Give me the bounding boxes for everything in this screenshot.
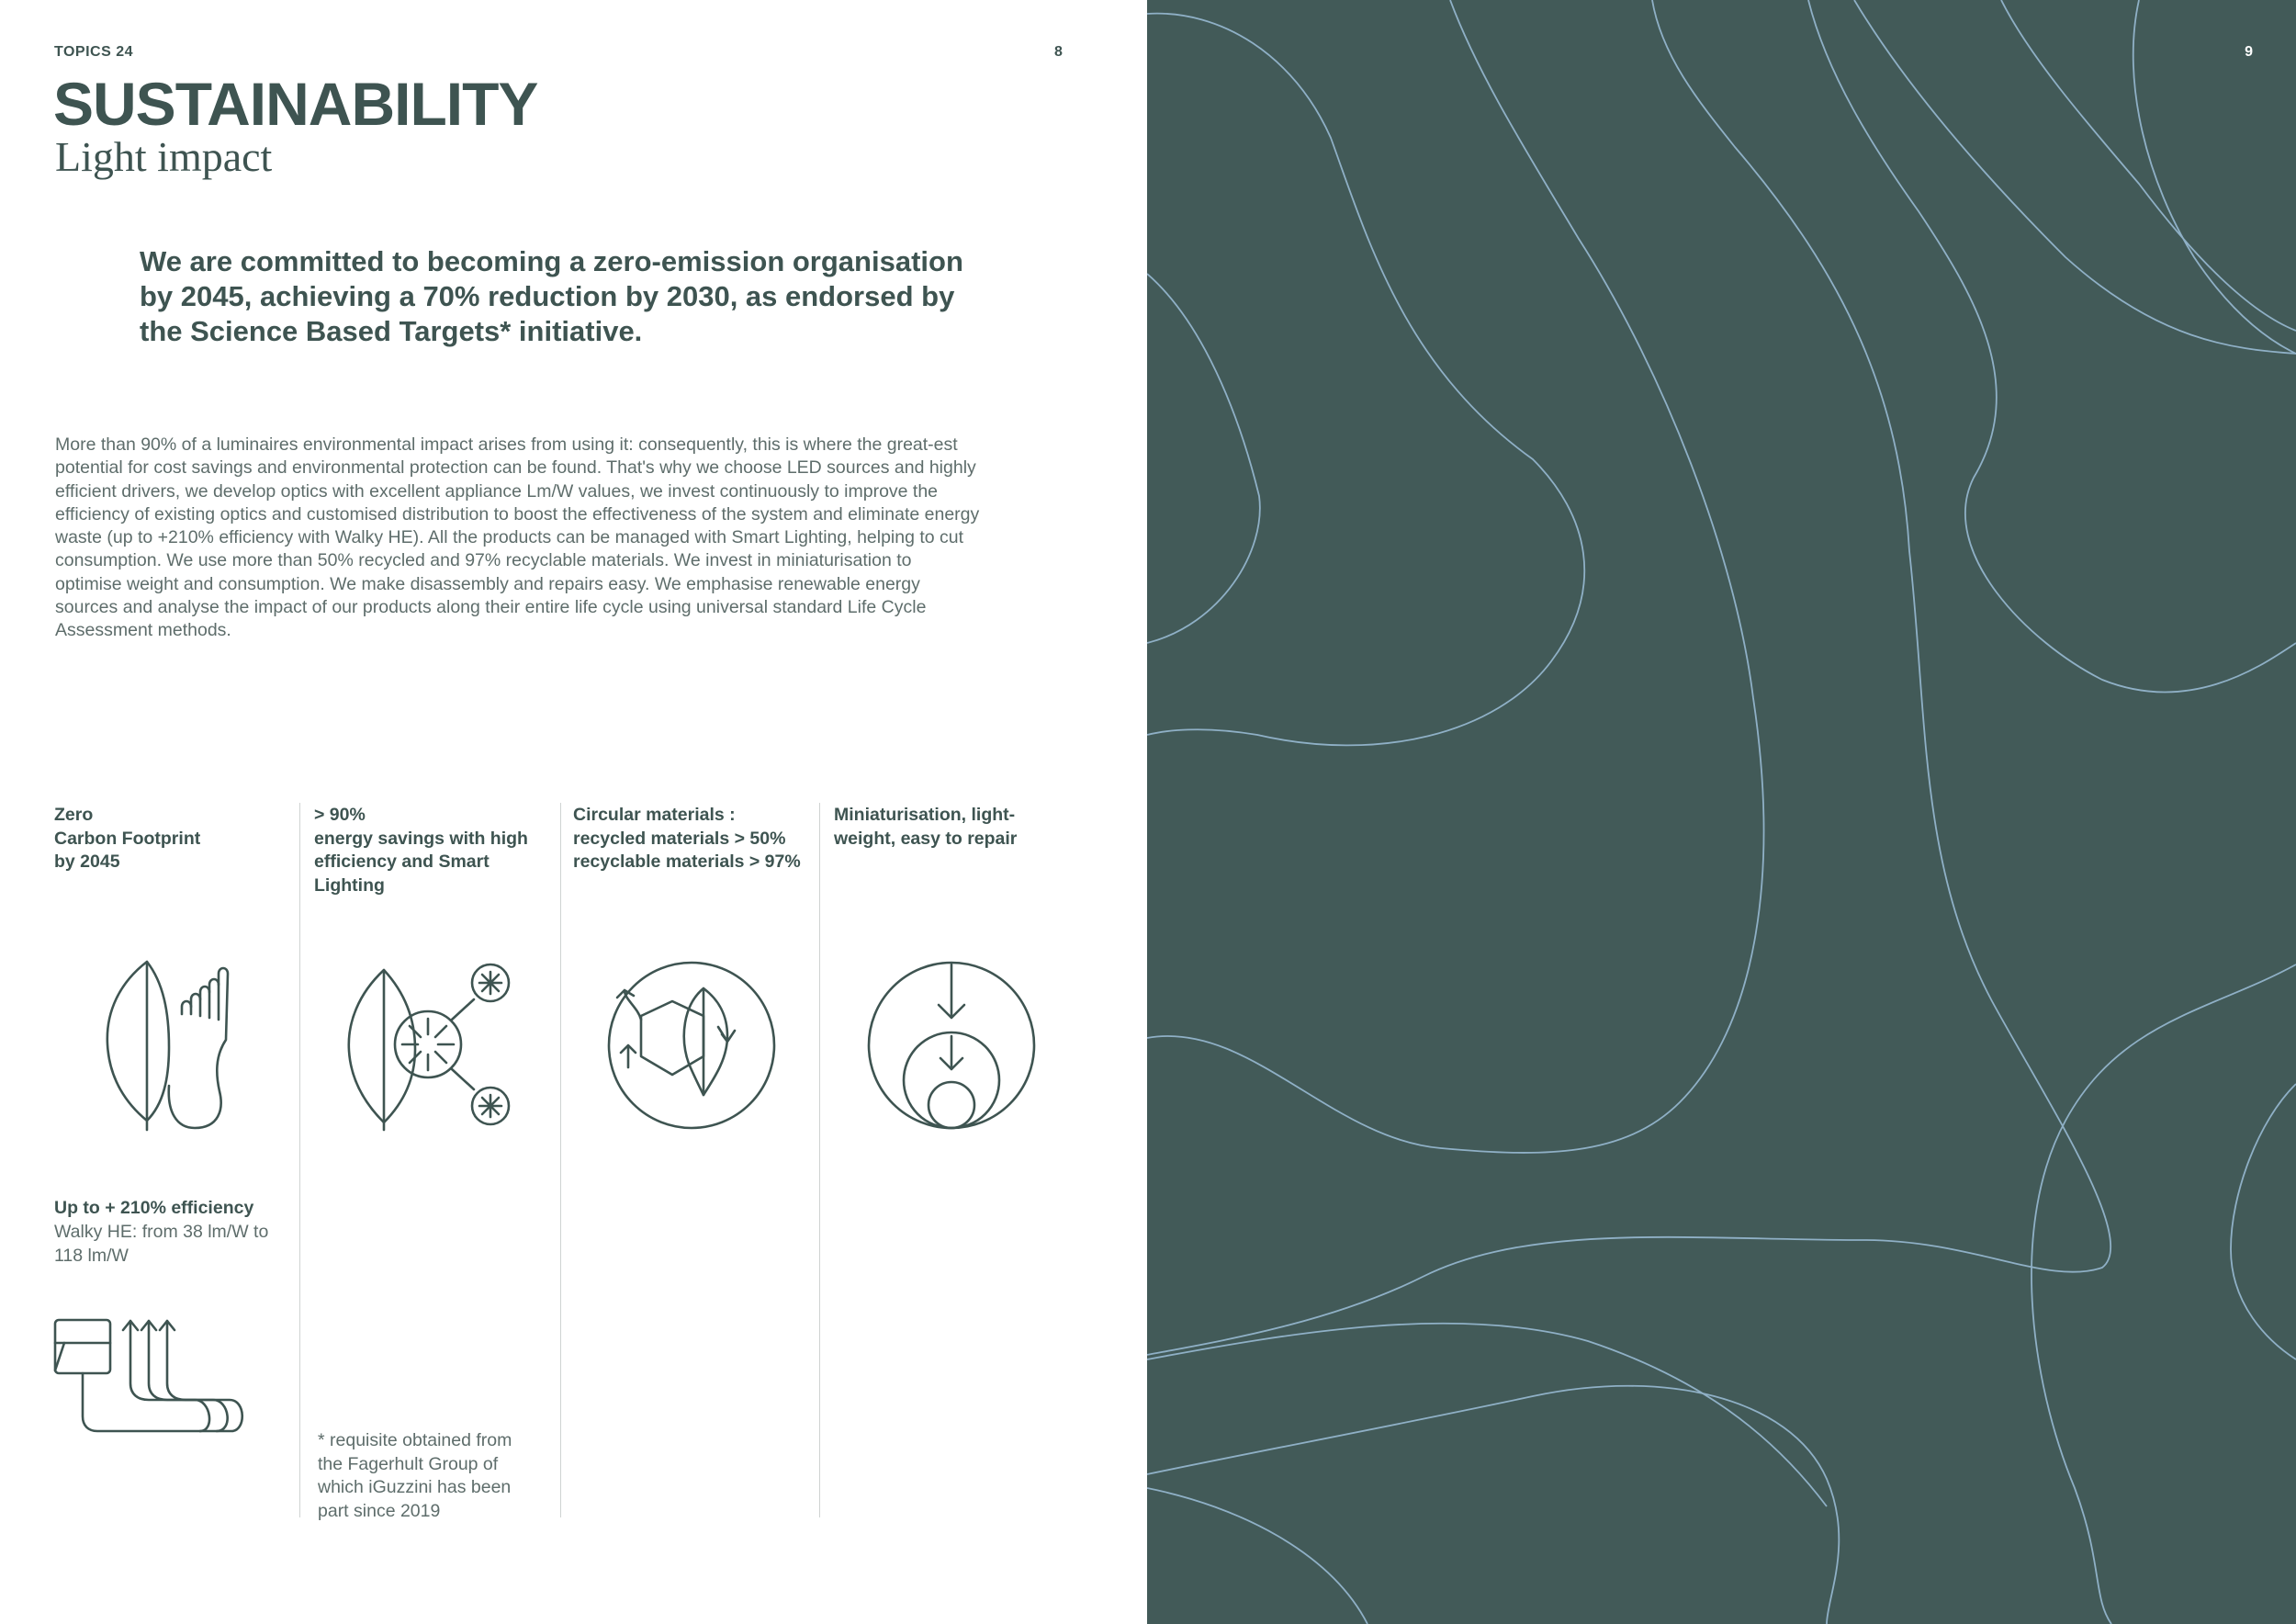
efficiency-title: Up to + 210% efficiency	[54, 1198, 254, 1218]
miniaturisation-icon	[865, 957, 1040, 1133]
contour-line	[1147, 1488, 1367, 1624]
luminaire-efficiency-icon	[53, 1317, 246, 1437]
contour-line	[1808, 0, 2296, 692]
page-title: SUSTAINABILITY	[53, 70, 538, 138]
leaf-footprint-icon	[103, 957, 241, 1133]
stat-energy-savings-title: > 90% energy savings with high efficiency and Smart Lighting	[314, 805, 528, 896]
footnote: * requisite obtained from the Fagerhult Group of which iGuzzini has been part since 2019	[318, 1430, 512, 1521]
body-paragraph: More than 90% of a luminaires environmental impact arises from using it: consequently, this is where the great-est potential for cost savings and environmental protection can be found. That's why we choose LED sources and highly efficient drivers, we develop optics with excellent appliance Lm/W values, we invest continuously to improve the efficiency of existing optics and customised distribution to boost the effectiveness of the system and eliminate energy waste (up to +210% efficiency with Walky HE). All the products can be managed with Smart Lighting, helping to cut consumption. We use more than 50% recycled and 97% recyclable materials. We invest in miniaturisation to optimise weight and consumption. We make disassembly and repairs easy. We emphasise renewable energy sources and analyse the impact of our products along their entire life cycle using universal standard Life Cycle Assessment methods.	[55, 434, 980, 641]
leaf-sensor-icon	[342, 957, 518, 1133]
contour-line	[1147, 1324, 1827, 1506]
contour-line	[1147, 1386, 1839, 1624]
contour-line	[1147, 274, 1260, 643]
right-page-contour-panel	[1147, 0, 2296, 1624]
left-page	[0, 0, 1147, 1624]
page-number-right: 9	[2245, 44, 2253, 60]
column-divider	[560, 803, 561, 1517]
section-label: TOPICS 24	[54, 44, 134, 60]
contour-line	[2231, 1084, 2296, 1359]
column-divider	[819, 803, 820, 1517]
page-subtitle: Light impact	[55, 133, 273, 180]
efficiency-text: Walky HE: from 38 lm/W to 118 lm/W	[54, 1222, 269, 1266]
stat-miniaturisation-title: Miniaturisation, light- weight, easy to repair	[834, 805, 1018, 849]
contour-line	[2133, 0, 2296, 354]
contour-line	[1854, 0, 2296, 354]
contour-line	[1147, 0, 1763, 1153]
contour-line	[1147, 0, 2110, 1355]
stat-circular-materials-title: Circular materials : recycled materials > 50% recyclable materials > 97%	[573, 805, 801, 872]
stat-carbon-footprint-title: Zero Carbon Footprint by 2045	[54, 805, 201, 872]
lead-statement: We are committed to becoming a zero-emission organisation by 2045, achieving a 70% reduction by 2030, as endorsed by the Science Based Targets* initiative.	[140, 245, 963, 347]
circular-materials-icon	[604, 957, 779, 1133]
topographic-contour-lines	[1147, 0, 2296, 1624]
page-number-left: 8	[1054, 44, 1063, 60]
contour-line	[1147, 14, 1584, 746]
column-divider	[299, 803, 300, 1517]
contour-line	[2032, 964, 2296, 1624]
